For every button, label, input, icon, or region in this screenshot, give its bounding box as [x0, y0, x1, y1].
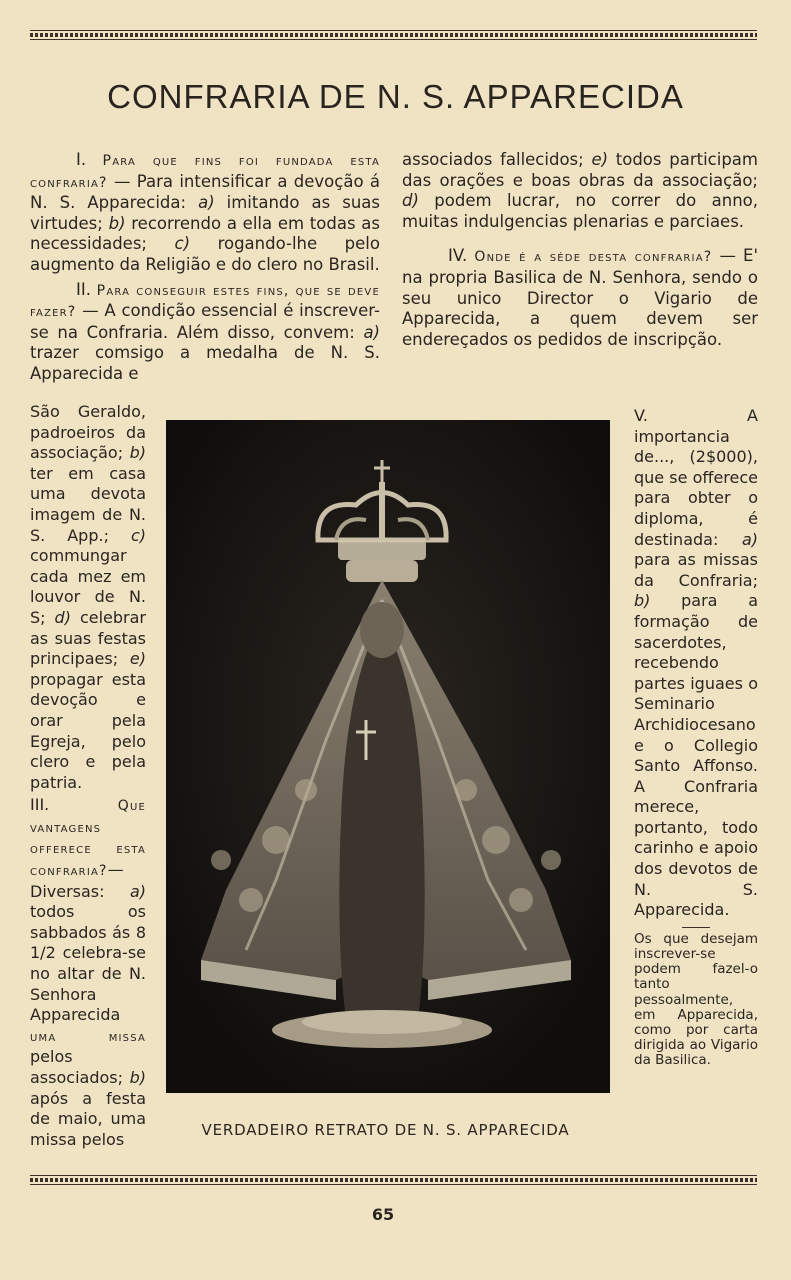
left-narrow-column — [30, 402, 146, 1150]
section-2-question: Para conseguir estes fins, que se deve fazer? — [30, 282, 380, 321]
item-marker: d) — [402, 191, 419, 211]
registration-note: Os que desejam inscrever-se podem fazel-o tanto pessoalmente, em Apparecida, como por carta dirigida ao Vigario da Basilica. — [634, 930, 758, 1069]
section-2-item-c: commungar cada mez em louvor de N. S; — [30, 546, 146, 627]
section-3-item-b: após a festa de maio, uma missa pelos — [30, 1088, 146, 1149]
section-1-number: I. — [76, 150, 87, 169]
section-5-item-b: para a formação de sacerdotes, recebendo partes iguaes o Seminario Archidiocesano e o Collegio Santo Affonso. A Confraria merece, portanto, todo carinho e apoio dos devotos de N. S. Apparecida. — [634, 591, 758, 920]
section-3-answer: — Diversas: — [30, 860, 130, 901]
section-1 — [30, 150, 380, 276]
right-narrow-column — [634, 406, 758, 1069]
section-4-question: Onde é a séde desta confraria? — [474, 249, 713, 266]
item-marker: a) — [129, 881, 146, 901]
section-1-item-a: imitando as suas virtudes; — [30, 193, 380, 233]
page-title: CONFRARIA DE N. S. APPARECIDA — [107, 78, 684, 115]
section-2-item-e: propagar esta devoção e orar pela Egreja, pelo clero e pela patria. — [30, 669, 146, 792]
item-marker: c) — [174, 234, 191, 254]
item-marker: a) — [198, 193, 215, 213]
section-1-item-c: rogando-lhe pelo augmento da Religião e do clero no Brasil. — [30, 234, 380, 274]
item-marker: e) — [591, 150, 609, 169]
item-marker: a) — [363, 322, 380, 342]
section-5-text: A importancia de..., (2$000), que se offerece para obter o diploma, é destinada: — [634, 406, 758, 549]
item-marker: d) — [54, 607, 71, 627]
section-3-number: III. — [30, 795, 50, 815]
item-marker: e) — [129, 649, 146, 669]
item-marker: b) — [129, 1068, 146, 1087]
section-4-number: IV. — [448, 246, 468, 266]
continuation-text: associados fallecidos; — [402, 150, 592, 169]
top-border — [30, 30, 757, 40]
item-marker: b) — [634, 591, 651, 611]
section-2-continuation — [402, 150, 758, 232]
item-marker: b) — [129, 443, 146, 463]
section-2-item-b: ter em casa uma devota imagem de N. S. App.; — [30, 463, 146, 545]
section-3 — [30, 795, 146, 1150]
section-2 — [30, 280, 380, 385]
item-marker: a) — [741, 529, 758, 549]
statue-photo — [166, 420, 610, 1093]
item-marker: b) — [108, 213, 126, 233]
section-2-item-a: trazer comsigo a medalha de N. S. Apparecida e — [30, 343, 380, 383]
section-1-item-b: recorrendo a ella em todas as necessidades; — [30, 213, 380, 254]
face-shape — [360, 602, 404, 658]
bottom-border — [30, 1175, 757, 1185]
item-marker: c) — [130, 525, 146, 545]
section-2-answer: — A condição essencial é inscrever-se na Confraria. Além disso, convem: — [30, 301, 380, 342]
section-2-item-a-cont: São Geraldo, padroeiros da associação; — [30, 402, 146, 463]
section-5-number: V. — [634, 406, 648, 425]
section-3-item-a-end: pelos associados; — [30, 1047, 130, 1087]
section-2-continued — [30, 402, 146, 793]
right-column — [402, 150, 758, 350]
left-column — [30, 150, 380, 385]
photo-caption: VERDADEIRO RETRATO DE N. S. APPARECIDA — [201, 1121, 570, 1139]
section-2-item-d: celebrar as suas festas principaes; — [30, 607, 146, 669]
page-number: 65 — [371, 1205, 395, 1224]
short-divider — [682, 927, 710, 928]
section-5-item-a: para as missas da Confraria; — [634, 550, 758, 590]
section-4-answer: — E' na propria Basilica de N. Senhora, sendo o seu unico Director o Vigario de Apparecida, a quem devem ser endereçados os pedidos de inscripção. — [402, 246, 759, 349]
section-3-question: Que vantagens offerece esta confraria? — [30, 798, 146, 880]
uma-missa-text: uma missa — [30, 1028, 146, 1045]
section-1-answer: — Para intensificar a devoção á N. S. Apparecida: — [30, 171, 380, 213]
section-3-item-a: todos os sabbados ás 8 1/2 celebra-se no altar de N. Senhora Apparecida — [30, 902, 146, 1025]
section-4 — [402, 246, 758, 350]
section-5 — [634, 406, 758, 921]
section-2-number: II. — [76, 279, 91, 299]
statue-image — [166, 420, 610, 1093]
section-3-item-e: todos participam das orações e boas obras da associação; — [402, 150, 758, 190]
section-1-question: Para que fins foi fundada esta confraria? — [30, 153, 381, 191]
section-3-item-d: podem lucrar, no correr do anno, muitas indulgencias plenarias e parciaes. — [402, 191, 758, 231]
